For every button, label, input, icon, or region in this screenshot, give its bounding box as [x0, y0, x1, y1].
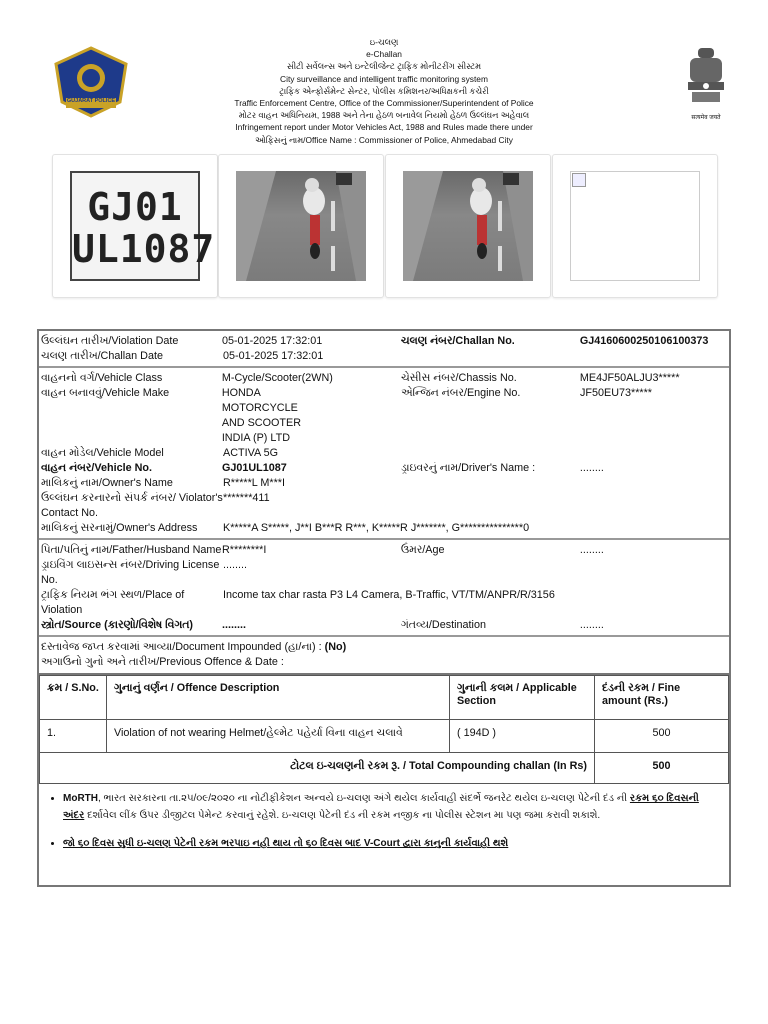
note-text: , ભારત સરકારના તા.૨૫/૦૯/૨૦૨૦ ના નોટીફીકેશન અન્વયે ઇ-ચલણ અંગે થયેલ કાર્યવાહી સંદર્ભે જનરેટ થયેલ ઇ-ચલણ પેટેની દંડ ની: [98, 793, 630, 804]
document-header: [0, 36, 768, 146]
chassis-value: ME4JF50ALJU3*****: [579, 372, 680, 384]
plate-line-1: GJ01: [87, 185, 183, 229]
broken-image-placeholder: [570, 171, 700, 281]
vehicle-model-label: વાહન મોડેલ/Vehicle Model: [41, 447, 164, 459]
header-line: Infringement report under Motor Vehicles Act, 1988 and Rules made there under: [235, 122, 533, 133]
age-value: ........: [579, 544, 604, 556]
vehicle-class-value: M-Cycle/Scooter(2WN): [221, 372, 333, 384]
challan-no-value: GJ4160600250106100373: [579, 335, 709, 347]
camera-image-2: [403, 171, 533, 281]
place-label: ટ્રાફિક નિયમ ભંગ સ્થળ/Place of Violation: [41, 589, 185, 616]
plate-line-2: UL1087: [72, 227, 216, 271]
col-section-header: ગુનાની કલમ / Applicable Section: [450, 676, 595, 720]
vehicle-no-value: GJ01UL1087: [221, 462, 287, 474]
header-line: Traffic Enforcement Centre, Office of the Commissioner/Superintendent of Police: [234, 98, 534, 109]
impounded-value: (No): [324, 641, 347, 653]
note-deadline: રકમ ૬૦ દિવસની અંદર: [63, 793, 699, 821]
contact-value: *******411: [223, 492, 270, 504]
note-text-2: દર્શાવેલ લીંક ઉપર ડીજીટલ પેમેન્ટ કરવાનું રહેશે. ઇ-ચલણ પેટેની દંડ ની રકમ નજીક ના પોલીસ સ્ટેશન મા પણ જમા કરાવી શકાશે.: [84, 810, 601, 821]
missing-photo-card[interactable]: [552, 154, 718, 298]
source-label: સ્ત્રોત/Source (કારણો/વિશેષ વિગત): [41, 619, 193, 631]
vehicle-model-value: ACTIVA 5G: [223, 447, 279, 459]
number-plate-image: [70, 171, 216, 281]
dl-label: ડ્રાઇવિંગ લાઇસન્સ નંબર/Driving License No.: [41, 559, 220, 586]
destination-label: ગંતવ્ય/Destination: [400, 619, 486, 631]
vehicle-no-label: વાહન નંબર/Vehicle No.: [41, 462, 152, 474]
challan-no-label: ચલણ નંબર/Challan No.: [400, 335, 515, 347]
broken-image-icon: [572, 173, 586, 187]
gujarat-police-logo-text: GUJARAT POLICE: [66, 98, 116, 104]
owner-name-value: R*****L M***I: [223, 477, 286, 489]
section-dates: [39, 331, 729, 368]
challan-details: [37, 329, 731, 887]
header-line: સીટી સર્વેલન્સ અને ઇન્ટેલીજેન્ટ ટ્રાફિક મોનીટરીંગ સીસ્ટમ: [286, 61, 482, 72]
col-fine-header: દંડની રકમ / Fine amount (Rs.): [595, 676, 729, 720]
engine-value: JF50EU73*****: [579, 387, 653, 399]
emblem-motto: सत्यमेव जयते: [691, 115, 721, 121]
chassis-label: ચેસીસ નંબર/Chassis No.: [401, 372, 517, 384]
previous-offence-label: અગાઉનો ગુનો અને તારીખ/Previous Offence & Date :: [41, 656, 284, 668]
driver-name-value: ........: [579, 462, 604, 474]
camera-image: [236, 171, 366, 281]
age-label: ઉંમર/Age: [400, 544, 445, 556]
father-name-label: પિતા/પતિનું નામ/Father/Husband Name: [41, 544, 222, 556]
source-value: ........: [221, 619, 246, 631]
vehicle-class-label: વાહનનો વર્ગ/Vehicle Class: [41, 372, 163, 384]
total-row: [40, 753, 729, 784]
place-value: Income tax char rasta P3 L4 Camera, B-Traffic, VT/TM/ANPR/R/3156: [223, 589, 555, 601]
camera-photo-card-2[interactable]: [385, 154, 551, 298]
violation-date-label: ઉલ્લંઘન તારીખ/Violation Date: [41, 335, 179, 347]
father-name-value: R********I: [221, 544, 267, 556]
dl-value: ........: [223, 559, 247, 571]
note-morth: MoRTH: [63, 793, 98, 804]
destination-value: ........: [579, 619, 604, 631]
row-description: Violation of not wearing Helmet/હેલ્મેટ પહેર્યા વિના વાહન ચલાવે: [107, 720, 450, 753]
section-vehicle: [39, 368, 729, 540]
challan-date-label: ચલણ તારીખ/Challan Date: [41, 350, 163, 362]
camera-photo-card[interactable]: [218, 154, 384, 298]
header-line: ઇ-ચલણ: [369, 37, 399, 47]
address-value: K*****A S*****, J**I B***R R***, K*****R J*******, G***************0: [223, 522, 530, 534]
driver-name-label: ડ્રાઇવરનું નામ/Driver's Name :: [400, 462, 536, 474]
section-person: [39, 540, 729, 637]
total-value: 500: [595, 753, 729, 784]
address-label: માલિકનું સરનામું/Owner's Address: [41, 522, 198, 534]
col-description-header: ગુનાનું વર્ણન / Offence Description: [107, 676, 450, 720]
vehicle-make-value: HONDA MOTORCYCLE AND SCOOTER INDIA (P) LTD: [221, 387, 301, 444]
table-row: [40, 720, 729, 753]
note-item: [63, 790, 719, 824]
owner-name-label: માલિકનું નામ/Owner's Name: [41, 477, 173, 489]
engine-label: એન્જિન નંબર/Engine No.: [401, 387, 521, 399]
header-line: City surveillance and intelligent traffic monitoring system: [280, 73, 488, 84]
header-line: મોટર વાહન અધિનિયમ, 1988 અને તેના હેઠળ બનાવેલ નિયમો હેઠળ ઉલ્લંઘન અહેવાલ: [238, 110, 530, 121]
row-fine: 500: [595, 720, 729, 753]
note-item: [63, 835, 719, 852]
violation-date-value: 05-01-2025 17:32:01: [221, 335, 323, 347]
total-label: ટોટલ ઇ-ચલણની રકમ રૂ. / Total Compounding challan (In Rs): [40, 753, 595, 784]
impounded-label: દસ્તાવેજ જપ્ત કરવામાં આવ્યા/Document Impounded (હા/ના) :: [41, 641, 322, 653]
row-sno: 1.: [40, 720, 107, 753]
payment-notes: [39, 784, 729, 885]
header-line: ટ્રાફિક એન્ફોર્સમેન્ટ સેન્ટર, પોલીસ કમિશનર/અધિક્ષકની કચેરી: [279, 85, 489, 96]
note-vcourt: જો ૬૦ દિવસ સુધી ઇ-ચલણ પેટેની રકમ ભરપાઇ નહી થાય તો ૬૦ દિવસ બાદ V-Court દ્વારા કાનુની કાર્યવાહી થશે: [63, 838, 509, 849]
header-line: ઓફિસનું નામ/Office Name : Commissioner of Police, Ahmedabad City: [255, 134, 513, 145]
contact-label: ઉલ્લંઘન કરનારનો સંપર્ક નંબર/ Violator's Contact No.: [41, 492, 223, 519]
section-documents: [39, 637, 729, 675]
challan-date-value: 05-01-2025 17:32:01: [223, 350, 324, 362]
offence-table-header: [40, 676, 729, 720]
col-sno-header: ક્રમ / S.No.: [40, 676, 107, 720]
row-section: ( 194D ): [450, 720, 595, 753]
header-line: e-Challan: [366, 49, 402, 60]
vehicle-make-label: વાહન બનાવવું/Vehicle Make: [41, 387, 170, 399]
plate-photo-card[interactable]: [52, 154, 218, 298]
offence-table: [39, 675, 729, 784]
